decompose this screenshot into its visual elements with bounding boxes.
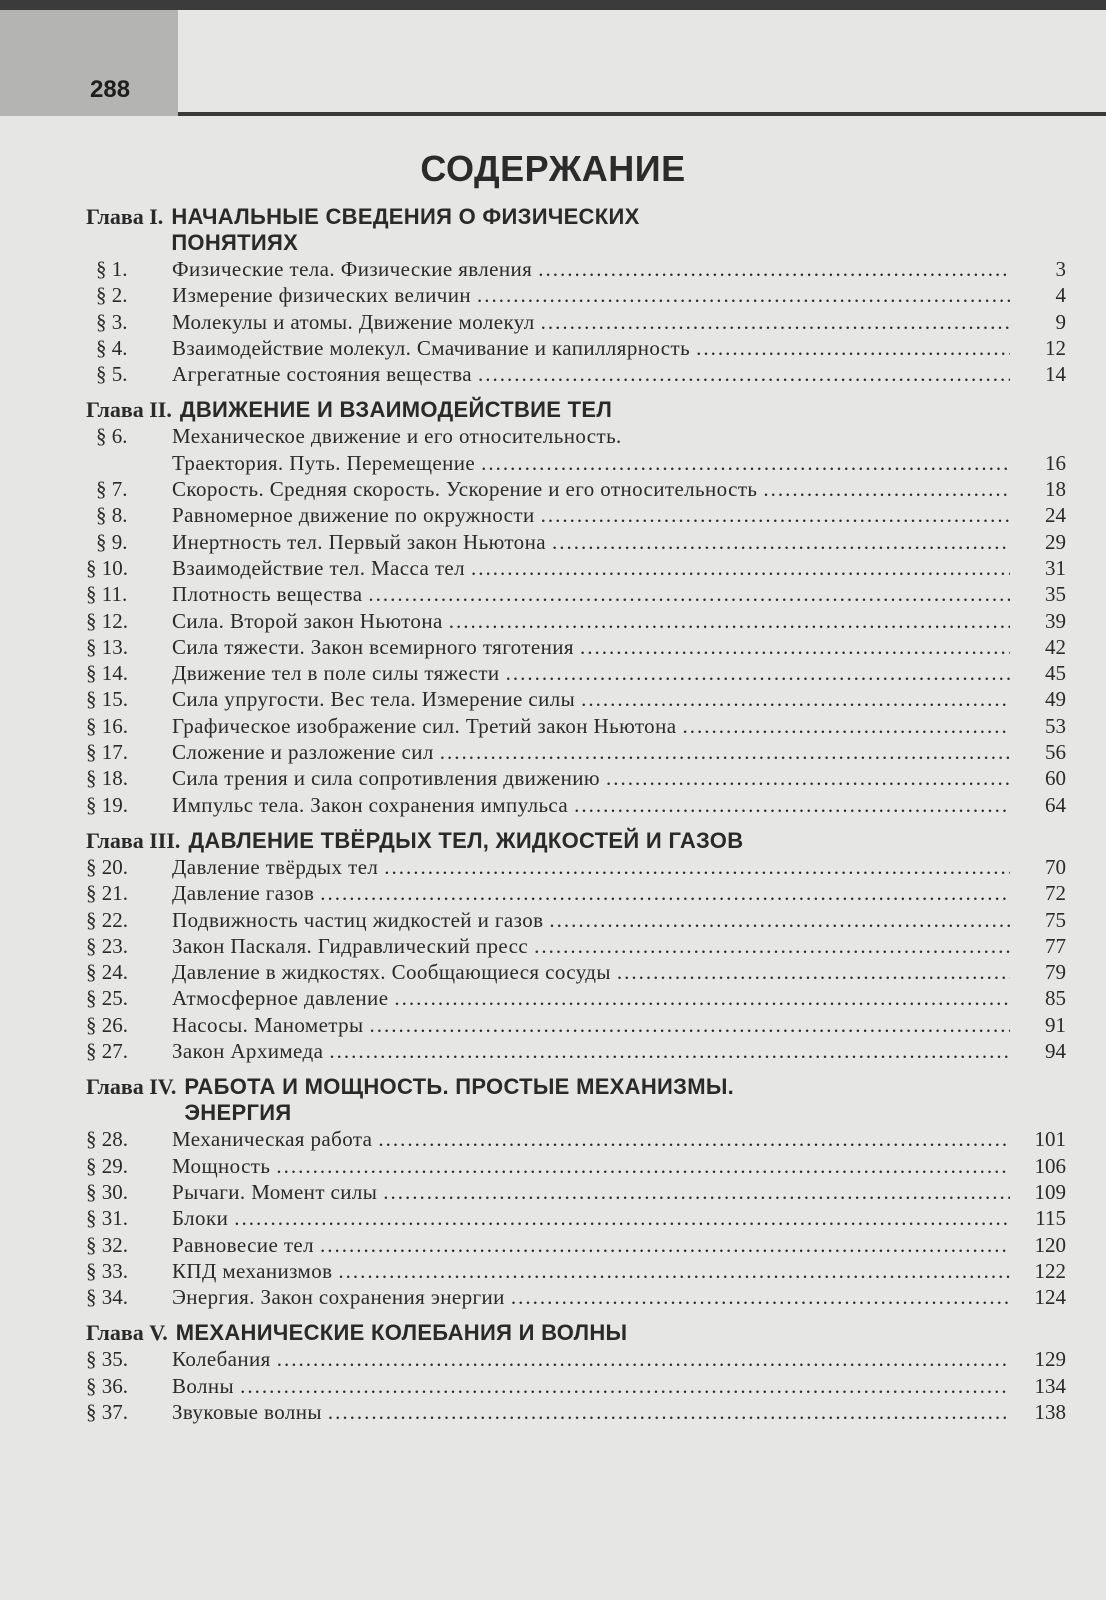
- page-ref: 16: [1045, 450, 1066, 475]
- chapter-title-line: РАБОТА И МОЩНОСТЬ. ПРОСТЫЕ МЕХАНИЗМЫ.: [184, 1074, 735, 1100]
- section-number: § 32.: [86, 1232, 128, 1257]
- toc-entry: [86, 361, 1066, 387]
- page-ref: 39: [1045, 608, 1066, 633]
- section-number: § 29.: [86, 1153, 128, 1178]
- entry-title: [172, 1126, 1014, 1152]
- entry-title-text: Сила трения и сила сопротивления движению: [172, 766, 601, 791]
- section-number: § 25.: [86, 986, 128, 1011]
- dot-leader: [378, 1126, 1010, 1152]
- dot-leader: [277, 1346, 1010, 1372]
- page-ref: 42: [1045, 634, 1066, 659]
- page-ref: 115: [1035, 1206, 1066, 1231]
- toc-entry: [86, 959, 1066, 985]
- chapter-block: [86, 1074, 1066, 1310]
- chapter-title: [171, 204, 639, 256]
- chapter-block: [86, 397, 1066, 817]
- toc-entry: [86, 792, 1066, 818]
- section-number: § 14.: [86, 661, 128, 686]
- chapter-title-line: ДВИЖЕНИЕ И ВЗАИМОДЕЙСТВИЕ ТЕЛ: [179, 397, 613, 423]
- toc-entry: [86, 634, 1066, 660]
- toc-entry: [86, 1284, 1066, 1310]
- entry-title-text: Взаимодействие молекул. Смачивание и капиллярность: [172, 335, 691, 360]
- chapter-title-line: ЭНЕРГИЯ: [184, 1100, 292, 1126]
- entry-title-text: Механическое движение и его относительность.: [172, 424, 622, 449]
- chapter-heading: [86, 828, 1066, 854]
- toc-entry: [86, 309, 1066, 335]
- entry-title: [172, 634, 1014, 660]
- entry-title: [172, 282, 1014, 308]
- section-number: § 10.: [86, 555, 128, 580]
- chapter-heading: [86, 1074, 1066, 1126]
- page-ref: 31: [1045, 555, 1066, 580]
- dot-leader: [276, 1153, 1010, 1179]
- toc-entry: [86, 907, 1066, 933]
- page-ref: 72: [1045, 881, 1066, 906]
- entry-title-text: Скорость. Средняя скорость. Ускорение и его относительность: [172, 477, 758, 502]
- dot-leader: [383, 1179, 1010, 1205]
- chapter-title: [176, 1320, 628, 1346]
- section-number: § 16.: [86, 713, 128, 738]
- toc-entry: [86, 1373, 1066, 1399]
- dot-leader: [606, 765, 1010, 791]
- dot-leader: [240, 1373, 1010, 1399]
- chapter-title: [184, 1074, 734, 1126]
- section-number: § 5.: [96, 362, 128, 387]
- entry-title-text: Сила. Второй закон Ньютона: [172, 608, 443, 633]
- entry-title: [172, 1153, 1014, 1179]
- page-ref: 9: [1055, 309, 1066, 334]
- table-of-contents: [86, 204, 1066, 1425]
- toc-entry: [86, 502, 1066, 528]
- page-top-edge: [0, 0, 1106, 10]
- entry-title-text: Давление газов: [172, 881, 315, 906]
- toc-entry: [86, 854, 1066, 880]
- chapter-label: Глава V.: [86, 1320, 168, 1346]
- entry-title: [172, 907, 1014, 933]
- section-number: § 9.: [96, 529, 128, 554]
- dot-leader: [394, 985, 1010, 1011]
- section-number: § 34.: [86, 1285, 128, 1310]
- toc-entry: [86, 1012, 1066, 1038]
- page-ref: 3: [1055, 257, 1066, 281]
- dot-leader: [617, 959, 1010, 985]
- section-number: § 17.: [86, 740, 128, 765]
- toc-entry: [86, 1205, 1066, 1231]
- toc-entry: [86, 1179, 1066, 1205]
- chapter-title-line: МЕХАНИЧЕСКИЕ КОЛЕБАНИЯ И ВОЛНЫ: [175, 1320, 628, 1346]
- toc-entry: [86, 608, 1066, 634]
- entry-title-text: Рычаги. Момент силы: [172, 1179, 378, 1204]
- toc-entry: [86, 529, 1066, 555]
- entry-title: [172, 476, 1014, 502]
- entry-title: [172, 854, 1014, 880]
- entry-title: [172, 792, 1014, 818]
- toc-entry: [86, 713, 1066, 739]
- entry-title-text: Насосы. Манометры: [172, 1012, 364, 1037]
- page-ref: 14: [1045, 362, 1066, 387]
- entry-title: [172, 529, 1014, 555]
- entry-title-text: Агрегатные состояния вещества: [172, 362, 472, 387]
- section-number: § 26.: [86, 1012, 128, 1037]
- section-number: § 7.: [96, 477, 128, 502]
- page-ref: 75: [1045, 907, 1066, 932]
- section-number: § 3.: [96, 309, 128, 334]
- dot-leader: [541, 309, 1010, 335]
- toc-entry: [86, 739, 1066, 765]
- dot-leader: [368, 581, 1010, 607]
- entry-title: [172, 1205, 1014, 1231]
- toc-entry: [86, 1126, 1066, 1152]
- dot-leader: [574, 792, 1010, 818]
- chapter-title: [188, 828, 743, 854]
- chapter-block: [86, 204, 1066, 387]
- page-ref: 29: [1045, 529, 1066, 554]
- dot-leader: [481, 450, 1010, 476]
- toc-entry: [86, 282, 1066, 308]
- dot-leader: [329, 1038, 1010, 1064]
- page-ref: 129: [1034, 1347, 1066, 1372]
- dot-leader: [763, 476, 1010, 502]
- entry-title: [172, 1284, 1014, 1310]
- chapter-title-line: НАЧАЛЬНЫЕ СВЕДЕНИЯ О ФИЗИЧЕСКИХ: [171, 204, 640, 229]
- entry-title-text: Измерение физических величин: [172, 283, 472, 308]
- page-ref: 4: [1055, 283, 1066, 308]
- toc-entry: [86, 1153, 1066, 1179]
- entry-title: [172, 450, 1014, 476]
- section-number: § 21.: [86, 881, 128, 906]
- entry-title: [172, 1346, 1014, 1372]
- entry-title: [172, 686, 1014, 712]
- section-number: § 31.: [86, 1206, 128, 1231]
- dot-leader: [541, 502, 1010, 528]
- dot-leader: [580, 634, 1010, 660]
- page-ref: 120: [1034, 1232, 1066, 1257]
- section-number: § 18.: [86, 766, 128, 791]
- toc-entry: [86, 933, 1066, 959]
- page-ref: 60: [1045, 766, 1066, 791]
- entry-title-text: Сложение и разложение сил: [172, 740, 434, 765]
- page-ref: 64: [1045, 792, 1066, 817]
- entry-title-text: Молекулы и атомы. Движение молекул: [172, 309, 535, 334]
- page-ref: 35: [1045, 582, 1066, 607]
- toc-entry: [86, 335, 1066, 361]
- dot-leader: [511, 1284, 1010, 1310]
- entry-title-text: Закон Архимеда: [172, 1039, 324, 1064]
- page-ref: 18: [1045, 477, 1066, 502]
- page-ref: 45: [1045, 661, 1066, 686]
- dot-leader: [581, 686, 1010, 712]
- dot-leader: [449, 608, 1010, 634]
- entry-title-text: Колебания: [172, 1347, 271, 1372]
- toc-entry: [86, 686, 1066, 712]
- page-ref: 56: [1045, 740, 1066, 765]
- chapter-label: Глава IV.: [86, 1074, 177, 1100]
- page-ref: 91: [1045, 1012, 1066, 1037]
- dot-leader: [534, 933, 1010, 959]
- page-ref: 49: [1045, 687, 1066, 712]
- entry-title: [172, 361, 1014, 387]
- section-number: § 27.: [86, 1039, 128, 1064]
- page-ref: 124: [1034, 1285, 1066, 1310]
- toc-entry: [86, 256, 1066, 282]
- entry-title: [172, 1232, 1014, 1258]
- entry-title: [172, 256, 1014, 282]
- entry-title: [172, 1373, 1014, 1399]
- entry-title: [172, 1258, 1014, 1284]
- page-ref: 122: [1034, 1258, 1066, 1283]
- entry-title: [172, 739, 1014, 765]
- section-number: § 22.: [86, 907, 128, 932]
- section-number: § 28.: [86, 1127, 128, 1152]
- page-ref: 24: [1045, 503, 1066, 528]
- chapter-heading: [86, 1320, 1066, 1346]
- dot-leader: [696, 335, 1010, 361]
- dot-leader: [478, 361, 1010, 387]
- entry-title-text: Блоки: [172, 1206, 229, 1231]
- toc-entry: [86, 1232, 1066, 1258]
- section-number: § 35.: [86, 1347, 128, 1372]
- section-number: § 15.: [86, 687, 128, 712]
- entry-title: [172, 309, 1014, 335]
- chapter-label: Глава III.: [86, 827, 181, 853]
- entry-title: [172, 660, 1014, 686]
- dot-leader: [320, 1232, 1010, 1258]
- entry-title-text: Физические тела. Физические явления: [172, 257, 533, 281]
- section-number: § 37.: [86, 1399, 128, 1424]
- section-number: § 23.: [86, 933, 128, 958]
- chapter-block: [86, 828, 1066, 1064]
- toc-entry: [86, 555, 1066, 581]
- entry-title-text: Мощность: [172, 1153, 271, 1178]
- section-number: § 2.: [96, 283, 128, 308]
- entry-title: [172, 880, 1014, 906]
- chapter-heading: [86, 397, 1066, 423]
- dot-leader: [477, 282, 1010, 308]
- entry-title: [172, 713, 1014, 739]
- toc-entry: [86, 1399, 1066, 1425]
- dot-leader: [506, 660, 1010, 686]
- dot-leader: [471, 555, 1010, 581]
- entry-title: [172, 959, 1014, 985]
- entry-title-text: Импульс тела. Закон сохранения импульса: [172, 792, 569, 817]
- chapter-title-line: ДАВЛЕНИЕ ТВЁРДЫХ ТЕЛ, ЖИДКОСТЕЙ И ГАЗОВ: [188, 827, 744, 853]
- section-number: § 11.: [86, 582, 128, 607]
- page-ref: 53: [1045, 713, 1066, 738]
- page-ref: 94: [1045, 1039, 1066, 1064]
- toc-entry: [86, 476, 1066, 502]
- dot-leader: [682, 713, 1010, 739]
- dot-leader: [370, 1012, 1010, 1038]
- toc-entry: [86, 765, 1066, 791]
- entry-title-text: Волны: [172, 1373, 235, 1398]
- chapter-block: [86, 1320, 1066, 1425]
- entry-title-text: Движение тел в поле силы тяжести: [172, 661, 500, 686]
- dot-leader: [549, 907, 1010, 933]
- section-number: § 4.: [96, 335, 128, 360]
- entry-title: [172, 1399, 1014, 1425]
- dot-leader: [538, 256, 1010, 282]
- entry-title-text: Инертность тел. Первый закон Ньютона: [172, 529, 546, 554]
- entry-title: [172, 985, 1014, 1011]
- entry-title-text: КПД механизмов: [172, 1258, 333, 1283]
- dot-leader: [384, 854, 1010, 880]
- page-number-tab: [0, 10, 178, 116]
- page-ref: 70: [1045, 854, 1066, 879]
- section-number: § 1.: [96, 257, 128, 281]
- entry-title: [172, 765, 1014, 791]
- section-number: § 30.: [86, 1179, 128, 1204]
- entry-title-text: Атмосферное давление: [172, 986, 389, 1011]
- entry-title-text: Звуковые волны: [172, 1399, 322, 1424]
- section-number: § 33.: [86, 1258, 128, 1283]
- entry-title: [172, 608, 1014, 634]
- dot-leader: [552, 529, 1010, 555]
- entry-title-text: Равномерное движение по окружности: [172, 503, 535, 528]
- entry-title-text: Графическое изображение сил. Третий закон Ньютона: [172, 713, 677, 738]
- entry-title-text: Траектория. Путь. Перемещение: [172, 450, 476, 475]
- page-ref: 106: [1034, 1153, 1066, 1178]
- entry-title-text: Давление в жидкостях. Сообщающиеся сосуды: [172, 960, 611, 985]
- entry-title-text: Механическая работа: [172, 1127, 373, 1152]
- entry-title: [172, 1179, 1014, 1205]
- section-number: § 12.: [86, 608, 128, 633]
- page-ref: 85: [1045, 986, 1066, 1011]
- page-ref: 134: [1034, 1373, 1066, 1398]
- toc-entry: [86, 423, 1066, 449]
- entry-title: [172, 502, 1014, 528]
- entry-title: [172, 555, 1014, 581]
- toc-entry: [86, 880, 1066, 906]
- toc-entry: [86, 581, 1066, 607]
- page-ref: 138: [1034, 1399, 1066, 1424]
- chapter-label: Глава II.: [86, 397, 172, 423]
- header-rule: [178, 112, 1106, 116]
- page-ref: 77: [1045, 933, 1066, 958]
- page-ref: 101: [1034, 1127, 1066, 1152]
- entry-title: [172, 1038, 1014, 1064]
- entry-title-text: Закон Паскаля. Гидравлический пресс: [172, 933, 529, 958]
- entry-title-text: Взаимодействие тел. Масса тел: [172, 555, 466, 580]
- dot-leader: [338, 1258, 1010, 1284]
- section-number: § 20.: [86, 854, 128, 879]
- section-number: § 6.: [96, 424, 128, 449]
- dot-leader: [234, 1205, 1010, 1231]
- entry-title-text: Сила тяжести. Закон всемирного тяготения: [172, 634, 574, 659]
- entry-title-text: Равновесие тел: [172, 1232, 314, 1257]
- entry-title: [172, 1012, 1014, 1038]
- page-ref: 109: [1034, 1179, 1066, 1204]
- entry-title-text: Энергия. Закон сохранения энергии: [172, 1285, 505, 1310]
- section-number: § 8.: [96, 503, 128, 528]
- chapter-title-line: ПОНЯТИЯХ: [171, 230, 299, 255]
- toc-entry: [86, 985, 1066, 1011]
- toc-entry: [86, 1346, 1066, 1372]
- entry-title-text: Сила упругости. Вес тела. Измерение силы: [172, 687, 576, 712]
- dot-leader: [328, 1399, 1010, 1425]
- toc-entry-continuation: [86, 450, 1066, 476]
- toc-entry: [86, 660, 1066, 686]
- toc-entry: [86, 1258, 1066, 1284]
- entry-title: [172, 423, 1066, 449]
- section-number: § 36.: [86, 1373, 128, 1398]
- entry-title: [172, 335, 1014, 361]
- toc-entry: [86, 1038, 1066, 1064]
- entry-title-text: Плотность вещества: [172, 582, 363, 607]
- section-number: § 13.: [86, 634, 128, 659]
- chapter-heading: [86, 204, 1066, 256]
- chapter-title: [180, 397, 612, 423]
- section-number: § 24.: [86, 960, 128, 985]
- dot-leader: [320, 880, 1010, 906]
- entry-title-text: Подвижность частиц жидкостей и газов: [172, 907, 544, 932]
- entry-title: [172, 933, 1014, 959]
- dot-leader: [440, 739, 1010, 765]
- page-number: 288: [90, 76, 131, 103]
- entry-title-text: Давление твёрдых тел: [172, 854, 379, 879]
- page-title: СОДЕРЖАНИЕ: [420, 148, 686, 189]
- section-number: § 19.: [86, 792, 128, 817]
- entry-title: [172, 581, 1014, 607]
- page-ref: 79: [1045, 960, 1066, 985]
- page-ref: 12: [1045, 335, 1066, 360]
- chapter-label: Глава I.: [86, 204, 164, 229]
